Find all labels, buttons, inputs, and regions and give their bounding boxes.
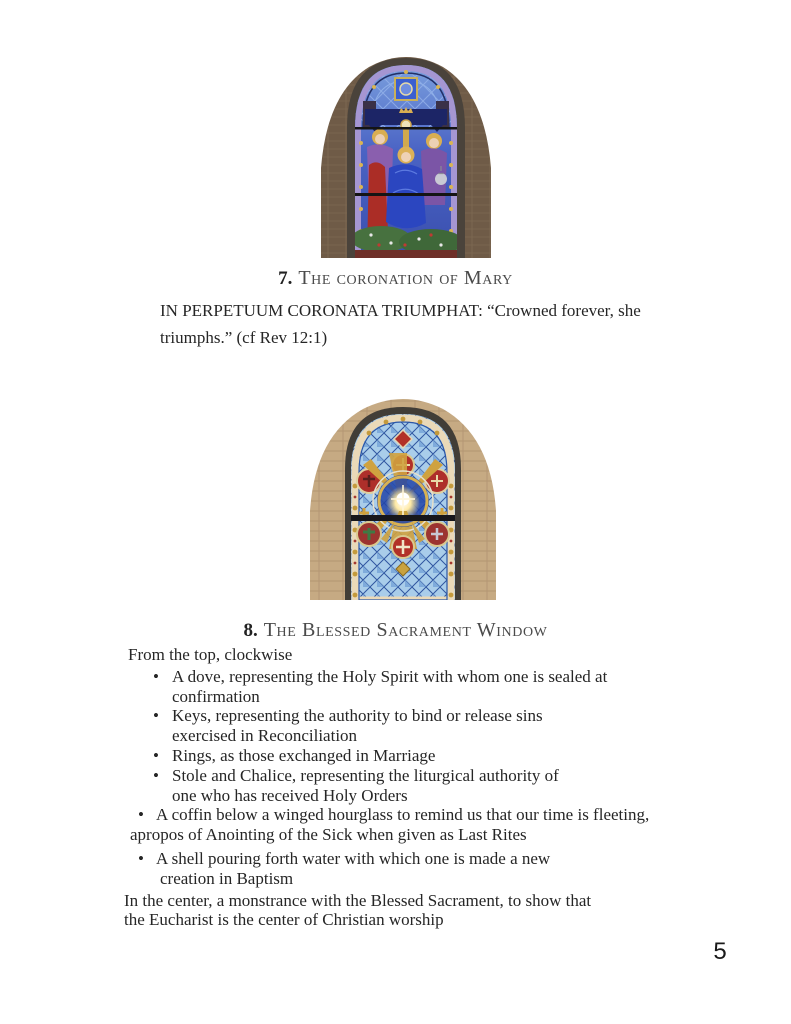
list-item-line: confirmation (172, 686, 260, 706)
list-item-line: Keys, representing the authority to bind or release sins (172, 706, 543, 726)
figure1-caption-title: The coronation of Mary (298, 267, 513, 289)
bullet-marker: • (153, 765, 159, 785)
list-intro: From the top, clockwise (128, 645, 293, 664)
blessed-sacrament-image (307, 391, 499, 600)
figure2-caption (0, 618, 791, 643)
bullet-marker: • (138, 805, 144, 825)
figure1-caption-number: 7. (278, 268, 293, 289)
list-item-line: A coffin below a winged hourglass to remind us that our time is fleeting, (156, 805, 650, 825)
list-item-line: A dove, representing the Holy Spirit with whom one is sealed at (172, 666, 608, 686)
blessed-sacrament-description (124, 645, 728, 930)
bullet-marker: • (153, 666, 159, 686)
quote-line: triumphs.” (cf Rev 12:1) (160, 328, 328, 347)
list-item (128, 667, 728, 707)
coronation-of-mary-photo (319, 53, 493, 258)
closing-line: In the center, a monstrance with the Blessed Sacrament, to show that (124, 890, 592, 910)
closing-line: the Eucharist is the center of Christian worship (124, 910, 444, 930)
blessed-sacrament-photo (307, 391, 499, 600)
list-item-line: creation in Baptism (160, 868, 294, 888)
figure1-quote (160, 297, 641, 351)
bullet-marker: • (138, 848, 144, 868)
list-item (128, 805, 728, 845)
bullet-marker: • (153, 706, 159, 726)
list-item (128, 746, 728, 766)
list-item (128, 849, 728, 889)
list-item-line: Stole and Chalice, representing the liturgical authority of (172, 765, 559, 785)
list-item-line: exercised in Reconciliation (172, 726, 358, 746)
list-item-line: apropos of Anointing of the Sick when given as Last Rites (130, 825, 527, 845)
page-number: 5 (713, 938, 727, 965)
list-item-line: Rings, as those exchanged in Marriage (172, 745, 436, 765)
list-item (128, 706, 728, 746)
bullet-marker: • (153, 745, 159, 765)
list-item-line: A shell pouring forth water with which one is made a new (156, 848, 551, 868)
figure2-caption-number: 8. (243, 620, 258, 641)
quote-line: IN PERPETUUM CORONATA TRIUMPHAT: “Crowned forever, she (160, 301, 641, 320)
closing-paragraph (124, 891, 728, 931)
figure1-caption (0, 266, 791, 291)
coronation-of-mary-image (319, 53, 493, 258)
figure2-caption-title: The Blessed Sacrament Window (263, 619, 548, 641)
list-item (128, 766, 728, 806)
list-item-line: one who has received Holy Orders (172, 785, 408, 805)
